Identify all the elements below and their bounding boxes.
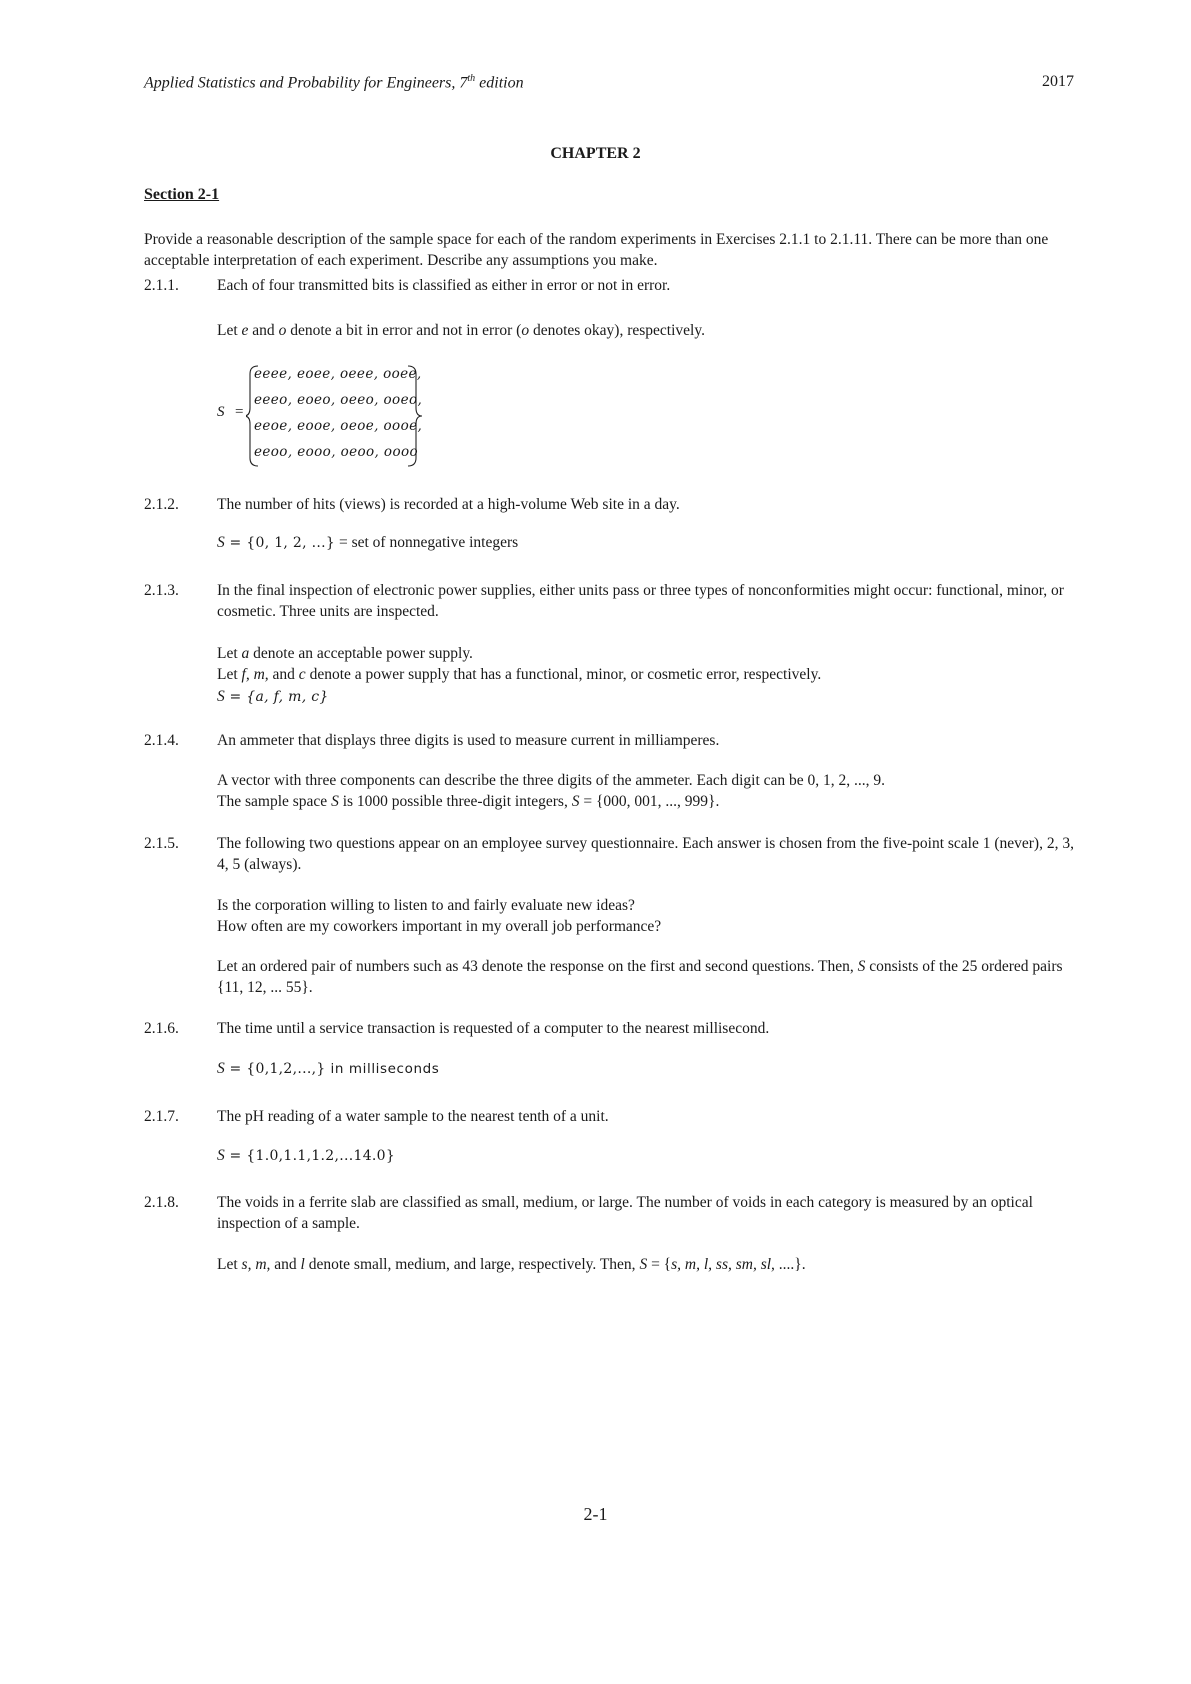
exercise-number: 2.1.5. [144,835,179,852]
exercise-answer-line: Let an ordered pair of numbers such as 43 denote the response on the first and second questions. Then, S consists of the 25 ordered pairs {11, 12, ... 55}. [217,958,1063,996]
exercise-number: 2.1.3. [144,582,179,599]
exercise-number: 2.1.1. [144,277,179,294]
exercise-number: 2.1.8. [144,1194,179,1211]
exercise-number: 2.1.6. [144,1020,179,1037]
chapter-title: CHAPTER 2 [550,145,641,162]
running-header-title: Applied Statistics and Probability for Engineers, 7th edition [144,73,524,92]
exercise-answer-line: The sample space S is 1000 possible three-digit integers, S = {000, 001, ..., 999}. [217,793,720,810]
exercise-answer-line: S = {0,1,2,...,} in milliseconds [217,1060,440,1077]
sample-space-row: eeoo, eooo, oeoo, oooo [254,444,419,460]
set-symbol: S [217,404,225,420]
sample-space-row: eeee, eoee, oeee, ooee, [254,366,422,382]
exercise-answer-line: Let e and o denote a bit in error and not in error (o denotes okay), respectively. [217,322,705,339]
exercise-question: Each of four transmitted bits is classified as either in error or not in error. [217,277,671,294]
exercise-question: The following two questions appear on an employee survey questionnaire. Each answer is chosen from the five-point scale 1 (never), 2, 3, 4, 5 (always). [217,835,1074,873]
exercise-question: The voids in a ferrite slab are classified as small, medium, or large. The number of voids in each category is measured by an optical inspection of a sample. [217,1194,1033,1232]
exercise-question: An ammeter that displays three digits is used to measure current in milliamperes. [217,732,720,749]
equals-sign: = [235,404,244,420]
exercise-answer-line: Let f, m, and c denote a power supply that has a functional, minor, or cosmetic error, respectively. [217,666,822,683]
section-heading: Section 2-1 [144,186,220,203]
exercise-answer-line: Is the corporation willing to listen to and fairly evaluate new ideas? [217,897,635,914]
sample-space-row: eeeo, eoeo, oeeo, ooeo, [254,392,423,408]
running-header-year: 2017 [1042,73,1074,90]
sample-space-row: eeoe, eooe, oeoe, oooe, [254,418,423,434]
exercise-answer-line: Let s, m, and l denote small, medium, and large, respectively. Then, S = {s, m, l, ss, sm, sl, ....}. [217,1256,806,1273]
exercise-number: 2.1.7. [144,1108,179,1125]
exercise-answer-line: How often are my coworkers important in my overall job performance? [217,918,662,935]
exercise-question: The pH reading of a water sample to the nearest tenth of a unit. [217,1108,609,1125]
intro-paragraph: Provide a reasonable description of the sample space for each of the random experiments in Exercises 2.1.1 to 2.1.11. There can be more than one acceptable interpretation of each experiment. Describe any assumptions you make. [144,231,1049,269]
exercise-answer-line: S = {1.0,1.1,1.2,...14.0} [217,1147,396,1164]
exercise-number: 2.1.4. [144,732,179,749]
exercise-answer-line: S = {a, f, m, c} [217,688,329,705]
exercise-question: In the final inspection of electronic power supplies, either units pass or three types of nonconformities might occur: functional, minor, or cosmetic. Three units are inspected. [217,582,1064,620]
exercise-answer-line: A vector with three components can describe the three digits of the ammeter. Each digit can be 0, 1, 2, ..., 9. [217,772,886,789]
exercise-number: 2.1.2. [144,496,179,513]
page-number: 2-1 [583,1504,608,1524]
exercise-question: The time until a service transaction is requested of a computer to the nearest millisecond. [217,1020,770,1037]
exercise-question: The number of hits (views) is recorded at a high-volume Web site in a day. [217,496,680,513]
exercise-answer-line: Let a denote an acceptable power supply. [217,645,473,662]
exercise-answer-line: S = {0, 1, 2, ...} = set of nonnegative integers [217,534,519,551]
